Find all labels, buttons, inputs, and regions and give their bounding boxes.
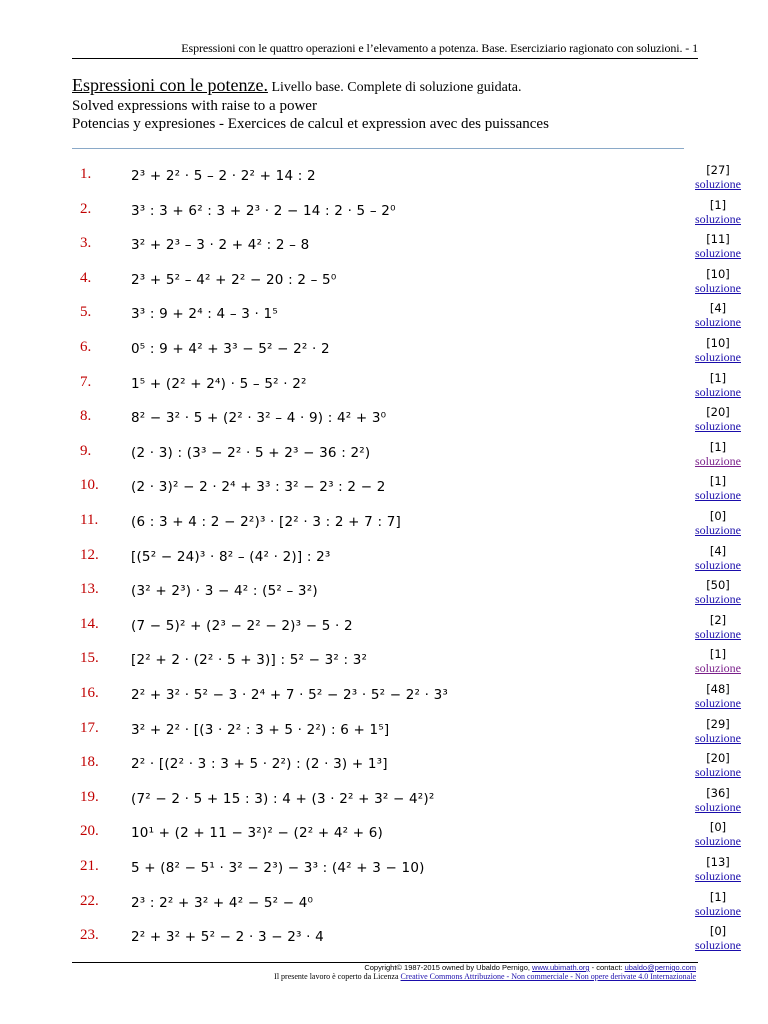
solution-link[interactable]: soluzione — [695, 696, 741, 710]
contact-label: - contact: — [589, 963, 625, 972]
solution-link[interactable]: soluzione — [695, 350, 741, 364]
page-title: Espressioni con le potenze. — [72, 75, 268, 95]
exercise-expression: 2³ + 2² · 5 – 2 · 2² + 14 : 2 — [131, 168, 316, 184]
exercise-expression: 2² + 3² + 5² − 2 · 3 − 2³ · 4 — [131, 929, 324, 946]
solution-link[interactable]: soluzione — [695, 384, 741, 399]
solution-link[interactable]: soluzione — [695, 453, 741, 468]
copyright-text: Copyright© 1987-2015 owned by Ubaldo Pernigo, — [364, 963, 533, 972]
title-block — [72, 76, 692, 133]
solution-link[interactable]: soluzione — [695, 903, 741, 918]
exercise-number: 20. — [80, 823, 99, 840]
license-text: Il presente lavoro è coperto da Licenza — [274, 972, 401, 981]
exercise-result: [27] — [706, 163, 730, 177]
exercise-number: 2. — [80, 200, 92, 217]
exercise-expression: 10¹ + (2 + 11 − 3²)² − (2² + 4² + 6) — [131, 825, 383, 842]
exercise-expression: 5 + (8² − 5¹ · 3² − 2³) − 3³ : (4² + 3 − 10) — [131, 860, 425, 876]
exercise-number: 16. — [80, 685, 99, 701]
exercise-number: 22. — [80, 892, 99, 909]
exercise-result: [2] — [709, 612, 727, 627]
title-spanish-french: Potencias y expresiones - Exercices de calcul et expression avec des puissances — [72, 116, 549, 132]
exercise-row — [0, 506, 768, 541]
solution-link[interactable]: soluzione — [695, 799, 741, 814]
exercise-row — [0, 644, 768, 679]
exercise-result: [48] — [706, 682, 730, 696]
solution-link[interactable]: soluzione — [695, 938, 741, 953]
email-link[interactable]: ubaldo@pernigo.com — [624, 963, 696, 972]
exercise-row — [0, 195, 768, 230]
exercise-expression: (2 · 3) : (3³ − 2² · 5 + 2³ − 36 : 2²) — [131, 444, 371, 461]
exercise-result: [13] — [706, 855, 730, 869]
solution-link[interactable]: soluzione — [695, 869, 741, 883]
exercise-expression: 2³ : 2² + 3² + 4² − 5² − 4⁰ — [131, 894, 314, 911]
exercise-number: 9. — [80, 442, 92, 459]
exercise-row — [0, 437, 768, 472]
exercise-row — [0, 783, 768, 818]
exercise-number: 5. — [80, 304, 92, 321]
exercise-row — [0, 714, 768, 749]
exercise-expression: 2² · [(2² · 3 : 3 + 5 · 2²) : (2 · 3) + 1³] — [131, 756, 388, 773]
exercise-expression: (2 · 3)² − 2 · 2⁴ + 3³ : 3² − 2³ : 2 − 2 — [131, 479, 386, 496]
exercise-row — [0, 679, 768, 714]
exercise-number: 1. — [80, 166, 92, 182]
exercise-number: 10. — [80, 477, 99, 494]
solution-link[interactable]: soluzione — [695, 834, 741, 849]
exercise-expression: 3³ : 3 + 6² : 3 + 2³ · 2 − 14 : 2 · 5 – 2⁰ — [131, 202, 396, 219]
solution-link[interactable]: soluzione — [695, 661, 741, 676]
exercise-number: 21. — [80, 858, 99, 874]
exercise-row — [0, 264, 768, 299]
exercise-number: 17. — [80, 719, 99, 736]
exercise-result: [0] — [709, 924, 727, 939]
exercise-number: 8. — [80, 408, 92, 425]
exercise-result: [10] — [706, 336, 730, 350]
exercise-number: 7. — [80, 373, 92, 390]
title-subtitle: Livello base. Complete di soluzione guidata. — [267, 80, 522, 95]
exercise-expression: 3³ : 9 + 2⁴ : 4 – 3 · 1⁵ — [131, 306, 278, 323]
header-rule — [72, 58, 698, 59]
footer-copyright — [72, 963, 696, 972]
solution-link[interactable]: soluzione — [695, 626, 741, 641]
solution-link[interactable]: soluzione — [695, 592, 741, 607]
exercise-result: [1] — [709, 889, 727, 904]
exercise-result: [1] — [709, 439, 727, 454]
footer-license — [72, 972, 696, 981]
exercise-expression: 1⁵ + (2² + 2⁴) · 5 – 5² · 2² — [131, 375, 307, 392]
exercise-number: 23. — [80, 927, 99, 944]
exercise-result: [1] — [709, 474, 727, 489]
exercise-result: [11] — [706, 232, 730, 247]
solution-link[interactable]: soluzione — [695, 523, 741, 537]
exercise-result: [10] — [706, 266, 730, 281]
exercise-number: 19. — [80, 788, 99, 805]
exercise-row — [0, 852, 768, 887]
exercise-result: [1] — [709, 197, 727, 212]
exercise-number: 11. — [80, 512, 99, 528]
exercise-number: 13. — [80, 581, 99, 598]
exercise-row — [0, 541, 768, 576]
exercise-row — [0, 229, 768, 264]
exercise-row — [0, 333, 768, 368]
solution-link[interactable]: soluzione — [695, 315, 741, 330]
exercise-result: [4] — [709, 543, 727, 558]
solution-link[interactable]: soluzione — [695, 211, 741, 226]
exercise-row — [0, 921, 768, 956]
exercise-row — [0, 402, 768, 437]
exercise-result: [20] — [706, 405, 730, 420]
exercise-result: [29] — [706, 716, 730, 731]
exercise-row — [0, 748, 768, 783]
exercise-row — [0, 160, 768, 195]
exercise-result: [0] — [709, 509, 727, 523]
exercise-number: 14. — [80, 615, 99, 632]
exercise-number: 6. — [80, 339, 92, 355]
exercise-row — [0, 368, 768, 403]
exercise-number: 12. — [80, 546, 99, 563]
exercise-expression: (7² − 2 · 5 + 15 : 3) : 4 + (3 · 2² + 3² − 4²)² — [131, 790, 435, 807]
exercise-result: [1] — [709, 647, 727, 662]
exercise-number: 18. — [80, 754, 99, 771]
exercise-row — [0, 575, 768, 610]
exercise-expression: (7 − 5)² + (2³ − 2² − 2)³ − 5 · 2 — [131, 617, 353, 634]
solution-link[interactable]: soluzione — [695, 419, 741, 434]
exercise-row — [0, 817, 768, 852]
exercise-number: 15. — [80, 650, 99, 667]
exercise-expression: 8² − 3² · 5 + (2² · 3² – 4 · 9) : 4² + 3⁰ — [131, 410, 387, 427]
exercise-result: [0] — [709, 820, 727, 835]
exercise-number: 3. — [80, 235, 92, 252]
solution-link[interactable]: soluzione — [695, 730, 741, 745]
exercise-result: [1] — [709, 370, 727, 385]
exercise-row — [0, 471, 768, 506]
exercise-result: [36] — [706, 785, 730, 800]
title-english: Solved expressions with raise to a power — [72, 98, 317, 114]
exercise-result: [20] — [706, 751, 730, 766]
exercise-result: [50] — [706, 578, 730, 593]
section-divider — [72, 148, 684, 149]
exercise-expression: [(5² − 24)³ · 8² – (4² · 2)] : 2³ — [131, 548, 331, 565]
exercise-expression: 0⁵ : 9 + 4² + 3³ − 5² − 2² · 2 — [131, 341, 330, 357]
exercise-expression: 2² + 3² · 5² − 3 · 2⁴ + 7 · 5² − 2³ · 5² − 2² · 3³ — [131, 687, 449, 703]
exercise-row — [0, 887, 768, 922]
solution-link[interactable]: soluzione — [695, 488, 741, 503]
exercise-row — [0, 298, 768, 333]
exercise-expression: 2³ + 5² – 4² + 2² − 20 : 2 – 5⁰ — [131, 271, 337, 288]
exercise-expression: 3² + 2³ – 3 · 2 + 4² : 2 – 8 — [131, 237, 310, 254]
license-link[interactable]: Creative Commons Attribuzione - Non commerciale - Non opere derivate 4.0 Internazionale — [400, 972, 696, 981]
exercise-expression: [2² + 2 · (2² · 5 + 3)] : 5² − 3² : 3² — [131, 652, 368, 669]
solution-link[interactable]: soluzione — [695, 246, 741, 261]
solution-link[interactable]: soluzione — [695, 177, 741, 191]
exercise-result: [4] — [709, 301, 727, 316]
solution-link[interactable]: soluzione — [695, 280, 741, 295]
site-link[interactable]: www.ubimath.org — [532, 963, 590, 972]
solution-link[interactable]: soluzione — [695, 557, 741, 572]
exercise-row — [0, 610, 768, 645]
exercise-expression: (3² + 2³) · 3 − 4² : (5² – 3²) — [131, 583, 318, 600]
solution-link[interactable]: soluzione — [695, 765, 741, 780]
running-header: Espressioni con le quattro operazioni e l’elevamento a potenza. Base. Eserciziario ragionato con soluzioni. - 1 — [181, 41, 698, 55]
exercise-expression: (6 : 3 + 4 : 2 − 2²)³ · [2² · 3 : 2 + 7 : 7] — [131, 514, 401, 530]
exercise-expression: 3² + 2² · [(3 · 2² : 3 + 5 · 2²) : 6 + 1⁵] — [131, 721, 390, 738]
exercise-number: 4. — [80, 269, 92, 286]
title-line — [72, 76, 692, 97]
